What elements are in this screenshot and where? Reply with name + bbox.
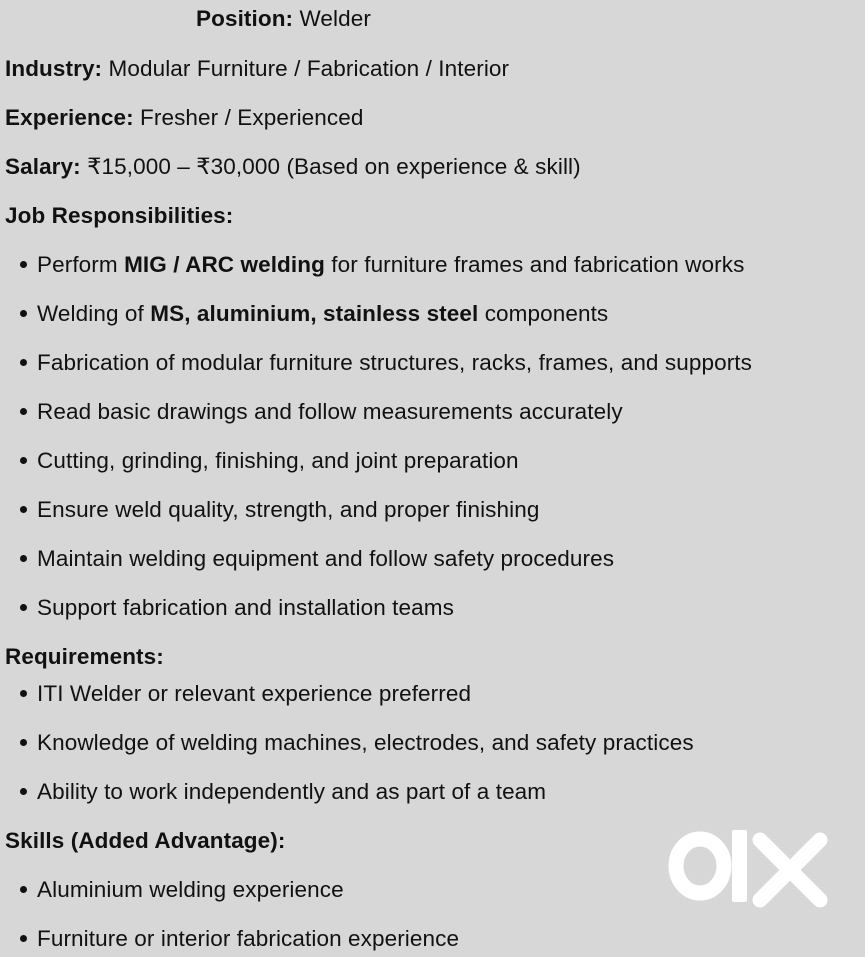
- responsibility-item: Welding of MS, aluminium, stainless steel components: [20, 300, 608, 328]
- bullet-icon: [20, 359, 27, 366]
- experience-value: Fresher / Experienced: [140, 105, 364, 130]
- responsibility-item: Maintain welding equipment and follow safety procedures: [20, 545, 614, 573]
- bullet-icon: [20, 555, 27, 562]
- experience-label: Experience:: [5, 105, 134, 130]
- requirements-heading: Requirements:: [5, 644, 164, 669]
- position-label: Position:: [196, 6, 294, 31]
- bullet-icon: [20, 310, 27, 317]
- skill-item: Furniture or interior fabrication experience: [20, 925, 459, 953]
- responsibility-item: Support fabrication and installation teams: [20, 594, 454, 622]
- skill-item: Aluminium welding experience: [20, 876, 344, 904]
- industry-label: Industry:: [5, 56, 103, 81]
- salary-value: ₹15,000 – ₹30,000 (Based on experience & skill): [87, 154, 581, 179]
- bullet-icon: [20, 886, 27, 893]
- bullet-icon: [20, 739, 27, 746]
- bullet-icon: [20, 690, 27, 697]
- olx-watermark-logo: [668, 822, 833, 917]
- bullet-icon: [20, 604, 27, 611]
- industry-value: Modular Furniture / Fabrication / Interior: [108, 56, 510, 81]
- position-line: [196, 5, 371, 33]
- bullet-icon: [20, 261, 27, 268]
- bullet-icon: [20, 935, 27, 942]
- position-value: Welder: [299, 6, 371, 31]
- experience-line: [5, 104, 363, 132]
- responsibilities-heading: Job Responsibilities:: [5, 203, 234, 228]
- bullet-icon: [20, 457, 27, 464]
- responsibility-item: Fabrication of modular furniture structures, racks, frames, and supports: [20, 349, 752, 377]
- bullet-icon: [20, 408, 27, 415]
- bullet-icon: [20, 506, 27, 513]
- requirement-item: Ability to work independently and as part of a team: [20, 778, 546, 806]
- salary-line: [5, 153, 581, 181]
- responsibility-item: Read basic drawings and follow measurements accurately: [20, 398, 623, 426]
- responsibility-item: Perform MIG / ARC welding for furniture frames and fabrication works: [20, 251, 744, 279]
- skills-heading: Skills (Added Advantage):: [5, 828, 286, 853]
- salary-label: Salary:: [5, 154, 81, 179]
- responsibility-item: Ensure weld quality, strength, and proper finishing: [20, 496, 539, 524]
- requirement-item: Knowledge of welding machines, electrodes, and safety practices: [20, 729, 694, 757]
- responsibility-item: Cutting, grinding, finishing, and joint preparation: [20, 447, 519, 475]
- industry-line: [5, 55, 509, 83]
- requirement-item: ITI Welder or relevant experience preferred: [20, 680, 471, 708]
- bullet-icon: [20, 788, 27, 795]
